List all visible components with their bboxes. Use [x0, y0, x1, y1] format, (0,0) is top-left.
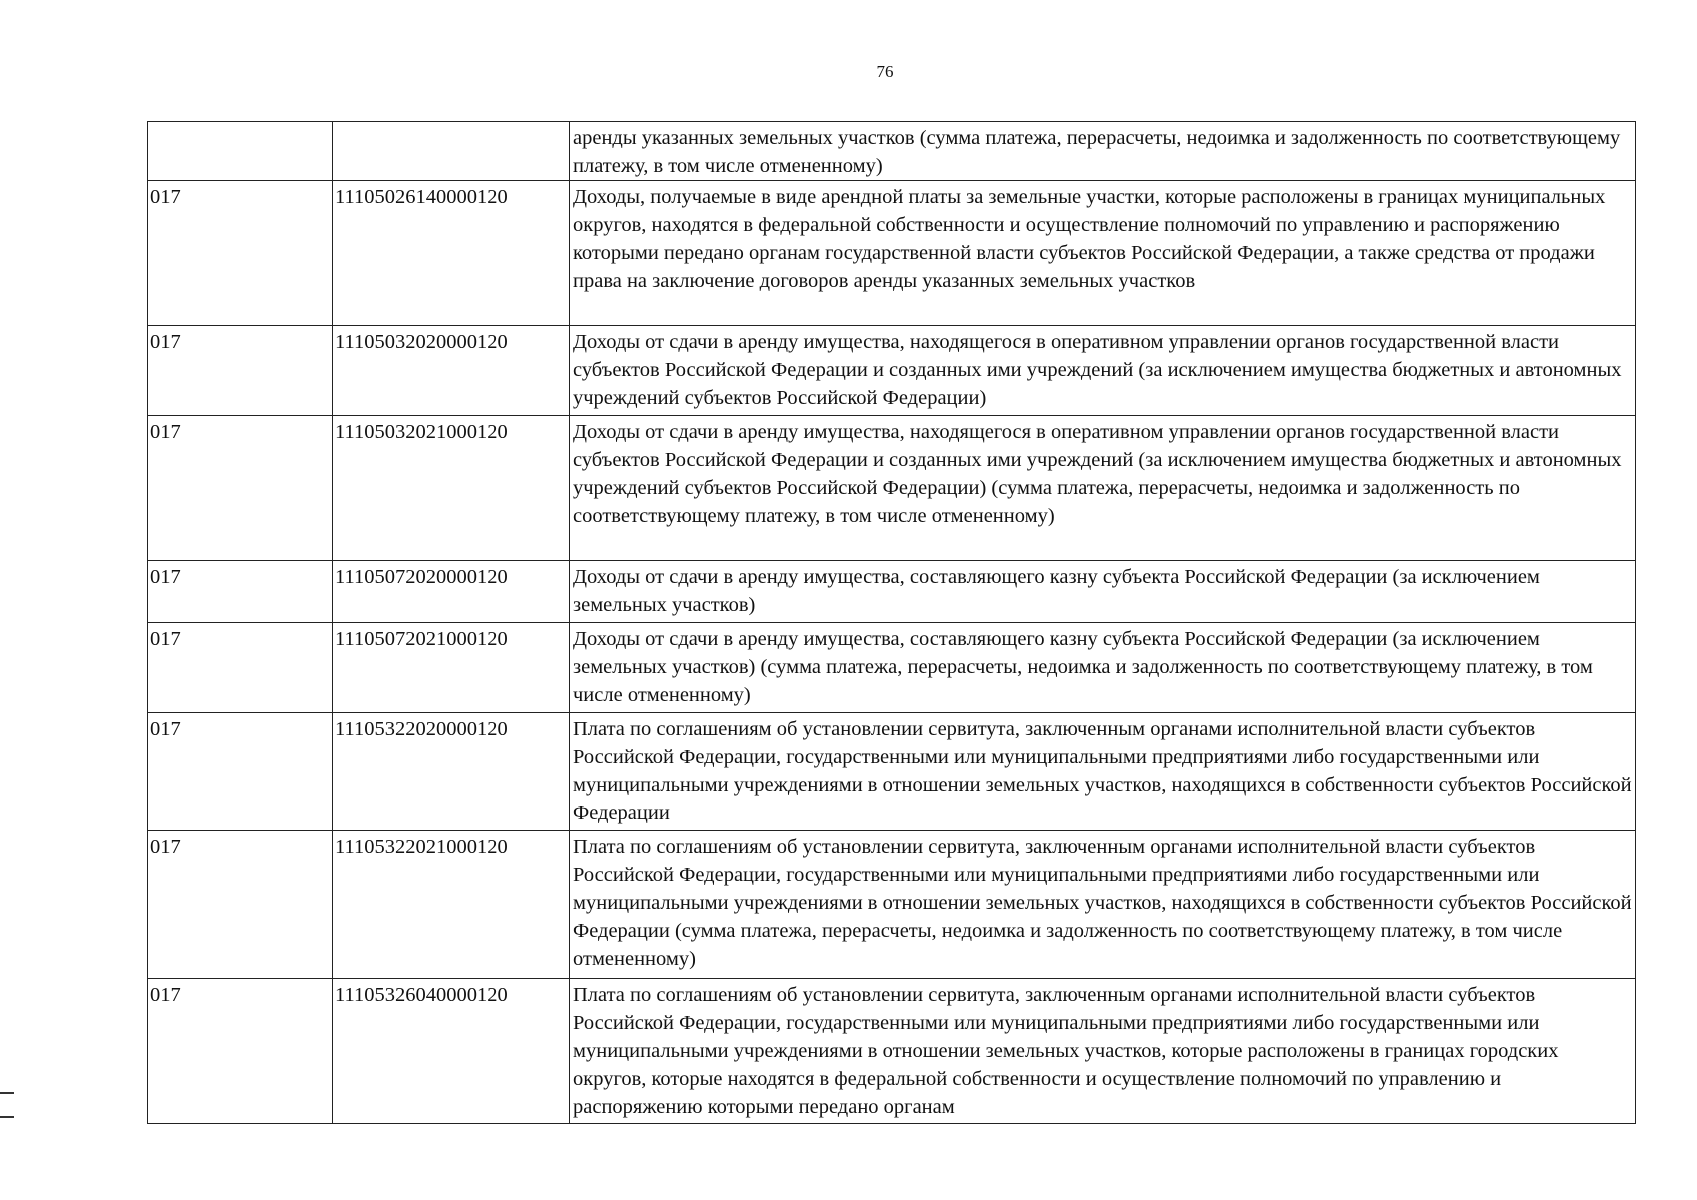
admin-code-cell: 017: [148, 416, 333, 561]
table-row: [148, 831, 1636, 979]
description-cell: Плата по соглашениям об установлении сервитута, заключенным органами исполнительной власти субъектов Российской Федерации, государственными или муниципальными предприятиями либо государственными или муниципальными учреждениями в отношении земельных участков, которые расположены в границах городских округов, которые находятся в федеральной собственности и осуществление полномочий по управлению и распоряжению которыми передано органам: [570, 979, 1636, 1124]
table-row: [148, 623, 1636, 713]
revenue-code-cell: 11105322020000120: [333, 713, 570, 831]
admin-code-cell: 017: [148, 979, 333, 1124]
scan-margin-mark: [0, 1116, 14, 1118]
admin-code-cell: [148, 122, 333, 181]
table-row: [148, 713, 1636, 831]
admin-code-cell: 017: [148, 623, 333, 713]
revenue-code-cell: 11105032020000120: [333, 326, 570, 416]
table-row: [148, 122, 1636, 181]
description-cell: Доходы, получаемые в виде арендной платы за земельные участки, которые расположены в границах муниципальных округов, находятся в федеральной собственности и осуществление полномочий по управлению и распоряжению которыми передано органам государственной власти субъектов Российской Федерации, а также средства от продажи права на заключение договоров аренды указанных земельных участков: [570, 181, 1636, 326]
table-row: [148, 181, 1636, 326]
description-cell: аренды указанных земельных участков (сумма платежа, перерасчеты, недоимка и задолженность по соответствующему платежу, в том числе отмененному): [570, 122, 1636, 181]
revenue-code-cell: 11105026140000120: [333, 181, 570, 326]
description-cell: Плата по соглашениям об установлении сервитута, заключенным органами исполнительной власти субъектов Российской Федерации, государственными или муниципальными предприятиями либо государственными или муниципальными учреждениями в отношении земельных участков, находящихся в собственности субъектов Российской Федерации: [570, 713, 1636, 831]
admin-code-cell: 017: [148, 561, 333, 623]
table-row: [148, 326, 1636, 416]
revenue-code-cell: 11105072021000120: [333, 623, 570, 713]
admin-code-cell: 017: [148, 713, 333, 831]
table-row: [148, 561, 1636, 623]
revenue-code-cell: 11105032021000120: [333, 416, 570, 561]
description-cell: Доходы от сдачи в аренду имущества, находящегося в оперативном управлении органов государственной власти субъектов Российской Федерации и созданных ими учреждений (за исключением имущества бюджетных и автономных учреждений субъектов Российской Федерации) (сумма платежа, перерасчеты, недоимка и задолженность по соответствующему платежу, в том числе отмененному): [570, 416, 1636, 561]
admin-code-cell: 017: [148, 326, 333, 416]
revenue-codes-table: [147, 121, 1636, 1124]
description-cell: Доходы от сдачи в аренду имущества, находящегося в оперативном управлении органов государственной власти субъектов Российской Федерации и созданных ими учреждений (за исключением имущества бюджетных и автономных учреждений субъектов Российской Федерации): [570, 326, 1636, 416]
description-cell: Доходы от сдачи в аренду имущества, составляющего казну субъекта Российской Федерации (за исключением земельных участков): [570, 561, 1636, 623]
admin-code-cell: 017: [148, 831, 333, 979]
table-row: [148, 416, 1636, 561]
admin-code-cell: 017: [148, 181, 333, 326]
description-cell: Плата по соглашениям об установлении сервитута, заключенным органами исполнительной власти субъектов Российской Федерации, государственными или муниципальными предприятиями либо государственными или муниципальными учреждениями в отношении земельных участков, находящихся в собственности субъектов Российской Федерации (сумма платежа, перерасчеты, недоимка и задолженность по соответствующему платежу, в том числе отмененному): [570, 831, 1636, 979]
table-row: [148, 979, 1636, 1124]
revenue-code-cell: 11105326040000120: [333, 979, 570, 1124]
revenue-code-cell: [333, 122, 570, 181]
revenue-code-cell: 11105322021000120: [333, 831, 570, 979]
page-number: 76: [876, 62, 894, 81]
scan-margin-mark: [0, 1092, 14, 1094]
description-cell: Доходы от сдачи в аренду имущества, составляющего казну субъекта Российской Федерации (за исключением земельных участков) (сумма платежа, перерасчеты, недоимка и задолженность по соответствующему платежу, в том числе отмененному): [570, 623, 1636, 713]
revenue-code-cell: 11105072020000120: [333, 561, 570, 623]
